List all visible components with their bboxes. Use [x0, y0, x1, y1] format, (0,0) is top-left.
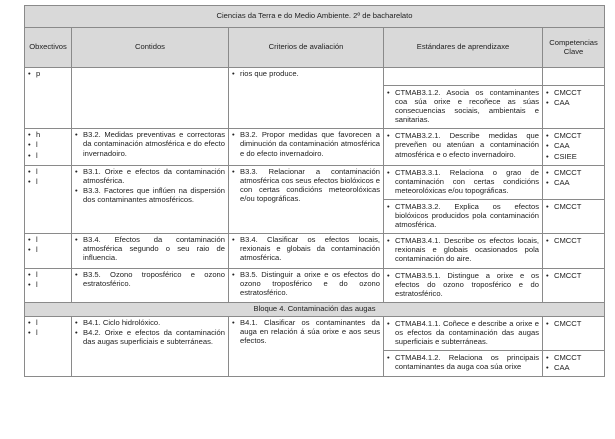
content-item-list	[75, 270, 225, 288]
competence-item-list	[546, 88, 601, 107]
criterion-item: • B3.3. Relacionar a contaminación atmosférica cos seus efectos biolóxicos e con certas condicións meteorolóxicas e/ou topográficas.	[232, 167, 380, 203]
objective-item: • l	[28, 235, 68, 244]
block-title: Bloque 4. Contaminación das augas	[25, 302, 605, 316]
contents-cell	[72, 234, 229, 268]
content-item: • B3.5. Ozono troposférico e ozono estratosférico.	[75, 270, 225, 288]
criteria-cell	[229, 234, 384, 268]
content-item: • B3.1. Orixe e efectos da contaminación atmosférica.	[75, 167, 225, 185]
table-row	[25, 268, 605, 302]
objective-item: • l	[28, 167, 68, 176]
objective-item: • h	[28, 130, 68, 139]
column-header-row	[25, 28, 605, 68]
competence-item: • CAA	[546, 141, 601, 150]
competence-item: • CAA	[546, 98, 601, 107]
objectives-cell	[25, 268, 72, 302]
table-row	[25, 129, 605, 165]
content-item-list	[75, 235, 225, 262]
standard-item-list	[387, 353, 539, 371]
content-item: • B3.4. Efectos da contaminación atmosférica segundo o seu raio de influencia.	[75, 235, 225, 262]
content-item: • B4.2. Orixe e efectos da contaminación das augas superficiais e subterráneas.	[75, 328, 225, 346]
criteria-cell	[229, 165, 384, 234]
objective-item-list	[28, 318, 68, 337]
header-contents: Contidos	[72, 28, 229, 68]
objective-item-list	[28, 130, 68, 159]
objectives-cell	[25, 129, 72, 165]
table-row	[25, 68, 605, 86]
header-standards: Estándares de aprendizaxe	[384, 28, 543, 68]
contents-cell	[72, 268, 229, 302]
competences-cell	[543, 316, 605, 350]
objective-item: • l	[28, 318, 68, 327]
criterion-item-list	[232, 167, 380, 203]
competence-item: • CMCCT	[546, 168, 601, 177]
criterion-item: • B4.1. Clasificar os contaminantes da auga en relación á súa orixe e aos seus efectos.	[232, 318, 380, 345]
objective-item-list	[28, 69, 68, 78]
competence-item: • CMCCT	[546, 202, 601, 211]
standard-item-list	[387, 88, 539, 124]
objective-item: • l	[28, 151, 68, 160]
contents-cell	[72, 129, 229, 165]
standard-item: • CTMAB3.2.1. Describe medidas que preveñen ou atenúan a contaminación atmosférica e o efecto invernadoiro.	[387, 131, 539, 158]
table-row	[25, 165, 605, 199]
content-item: • B4.1. Ciclo hidrolóxico.	[75, 318, 225, 327]
standard-cell	[384, 351, 543, 377]
competence-item: • CAA	[546, 363, 601, 372]
objective-item: • l	[28, 270, 68, 279]
content-item: • B3.2. Medidas preventivas e correctoras da contaminación atmosférica e do efecto invernadoiro.	[75, 130, 225, 157]
competence-item-list	[546, 236, 601, 245]
competence-item-list	[546, 353, 601, 372]
table-row	[25, 316, 605, 350]
standard-cell	[384, 316, 543, 350]
standard-item-list	[387, 168, 539, 195]
competences-cell	[543, 165, 605, 199]
header-competences: Competencias Clave	[543, 28, 605, 68]
objective-item-list	[28, 167, 68, 186]
objectives-cell	[25, 68, 72, 129]
standard-item-list	[387, 236, 539, 263]
header-criteria: Criterios de avaliación	[229, 28, 384, 68]
criterion-item: • rios que produce.	[232, 69, 380, 78]
competence-item: • CMCCT	[546, 88, 601, 97]
criterion-item-list	[232, 318, 380, 345]
standard-item-list	[387, 131, 539, 158]
objectives-cell	[25, 316, 72, 376]
standard-item-list	[387, 319, 539, 346]
standard-item: • CTMAB3.5.1. Distingue a orixe e os efectos do ozono troposférico e do estratosférico.	[387, 271, 539, 298]
content-item-list	[75, 167, 225, 204]
content-item-list	[75, 130, 225, 157]
competence-item-list	[546, 202, 601, 211]
competences-cell	[543, 351, 605, 377]
content-item-list	[75, 318, 225, 346]
standard-item-list	[387, 202, 539, 229]
table-row	[25, 234, 605, 268]
standard-cell	[384, 234, 543, 268]
standard-cell	[384, 68, 543, 86]
criteria-cell	[229, 268, 384, 302]
standard-item-list	[387, 271, 539, 298]
table-title: Ciencias da Terra e do Medio Ambiente. 2º de bacharelato	[25, 6, 605, 28]
competences-cell	[543, 199, 605, 233]
criterion-item: • B3.2. Propor medidas que favorecen a diminución da contaminación atmosférica e do efecto invernadoiro.	[232, 130, 380, 157]
competence-item-list	[546, 271, 601, 280]
standard-cell	[384, 268, 543, 302]
objectives-cell	[25, 234, 72, 268]
objectives-cell	[25, 165, 72, 234]
objective-item-list	[28, 270, 68, 289]
criterion-item-list	[232, 235, 380, 262]
competences-cell	[543, 129, 605, 165]
standard-item: • CTMAB3.3.1. Relaciona o grao de contaminación con certas condicións meteorolóxicas e/ou topográficas.	[387, 168, 539, 195]
standard-item: • CTMAB3.1.2. Asocia os contaminantes coa súa orixe e recoñece as súas consecuencias sociais, ambientais e sanitarias.	[387, 88, 539, 124]
competence-item: • CMCCT	[546, 319, 601, 328]
header-objectives: Obxectivos	[25, 28, 72, 68]
table-title-row	[25, 6, 605, 28]
standard-cell	[384, 86, 543, 129]
standard-item: • CTMAB4.1.2. Relaciona os principais contaminantes da auga coa súa orixe	[387, 353, 539, 371]
criterion-item-list	[232, 130, 380, 157]
criteria-cell	[229, 316, 384, 376]
criterion-item: • B3.4. Clasificar os efectos locais, rexionais e globais da contaminación atmosférica.	[232, 235, 380, 262]
standard-cell	[384, 129, 543, 165]
competence-item: • CMCCT	[546, 131, 601, 140]
contents-cell	[72, 68, 229, 129]
criteria-cell	[229, 129, 384, 165]
competence-item: • CMCCT	[546, 271, 601, 280]
objective-item: • l	[28, 328, 68, 337]
competence-item-list	[546, 319, 601, 328]
competence-item-list	[546, 168, 601, 187]
block-row	[25, 302, 605, 316]
objective-item-list	[28, 235, 68, 254]
standard-item: • CTMAB4.1.1. Coñece e describe a orixe e os efectos da contaminación das augas superficiais e subterráneas.	[387, 319, 539, 346]
competences-cell	[543, 268, 605, 302]
competences-cell	[543, 86, 605, 129]
standard-item: • CTMAB3.4.1. Describe os efectos locais, rexionais e globais ocasionados pola contaminación do aire.	[387, 236, 539, 263]
standard-cell	[384, 199, 543, 233]
contents-cell	[72, 316, 229, 376]
criterion-item-list	[232, 69, 380, 78]
standard-item: • CTMAB3.3.2. Explica os efectos biolóxicos producidos pola contaminación atmosférica.	[387, 202, 539, 229]
competence-item: • CSIEE	[546, 152, 601, 161]
criterion-item-list	[232, 270, 380, 297]
competences-cell	[543, 234, 605, 268]
competence-item: • CMCCT	[546, 236, 601, 245]
competence-item-list	[546, 131, 601, 160]
criterion-item: • B3.5. Distinguir a orixe e os efectos do ozono troposférico e do ozono estratosférico.	[232, 270, 380, 297]
competence-item: • CMCCT	[546, 353, 601, 362]
objective-item: • l	[28, 140, 68, 149]
objective-item: • l	[28, 177, 68, 186]
objective-item: • l	[28, 280, 68, 289]
contents-cell	[72, 165, 229, 234]
curriculum-table	[24, 5, 605, 377]
competences-cell	[543, 68, 605, 86]
objective-item: • p	[28, 69, 68, 78]
content-item: • B3.3. Factores que inflúen na dispersión dos contaminantes atmosféricos.	[75, 186, 225, 204]
objective-item: • l	[28, 245, 68, 254]
competence-item: • CAA	[546, 178, 601, 187]
criteria-cell	[229, 68, 384, 129]
standard-cell	[384, 165, 543, 199]
